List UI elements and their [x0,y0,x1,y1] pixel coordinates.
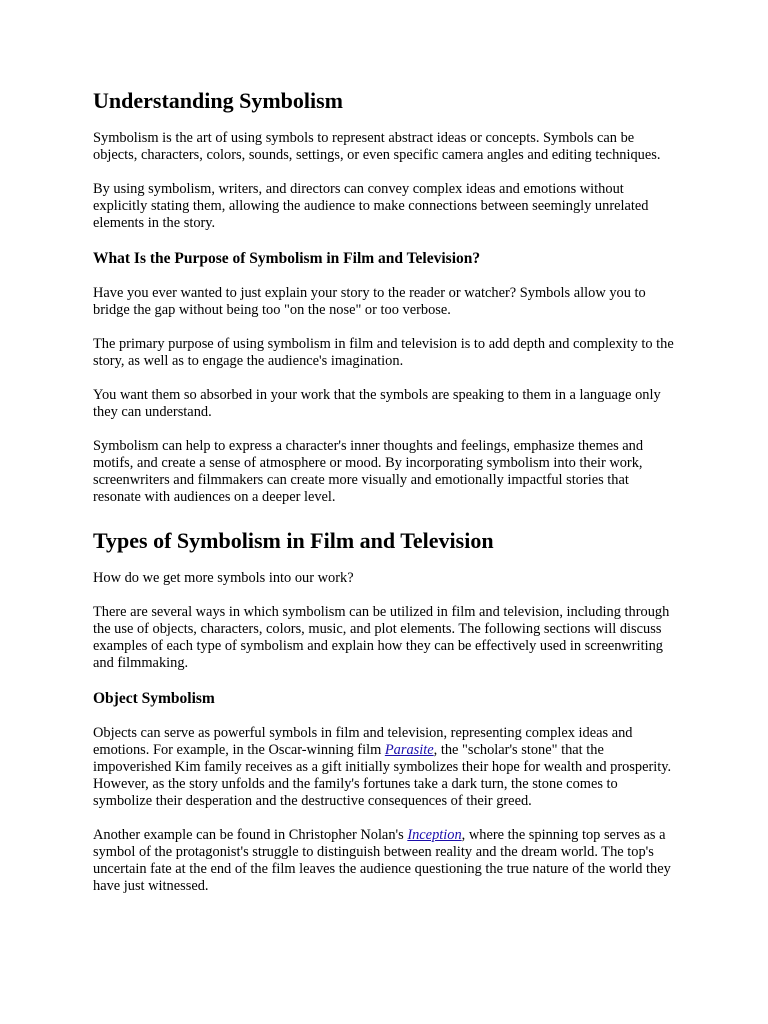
object-symbolism-heading: Object Symbolism [93,690,215,707]
object-paragraph-1-text-after: , the "scholar's stone" that the impoverished Kim family receives as a gift initially symbolizes their hope for wealth and prosperity. However, as the story unfolds and the family's fortunes take a dark turn, the stone comes to symbolize their desperation and the destructive consequences of their greed. [93,742,672,809]
types-paragraph-1: How do we get more symbols into our work? [93,570,354,586]
intro-paragraph-2: By using symbolism, writers, and directors can convey complex ideas and emotions without explicitly stating them, allowing the audience to make connections between seemingly unrelated elements in the story. [93,181,649,231]
purpose-heading: What Is the Purpose of Symbolism in Film and Television? [93,250,481,267]
parasite-link[interactable]: Parasite [384,742,434,758]
types-heading: Types of Symbolism in Film and Television [93,528,494,553]
types-paragraph-2: There are several ways in which symbolism can be utilized in film and television, including through the use of objects, characters, colors, music, and plot elements. The following sections will discuss examples of each type of symbolism and explain how they can be effectively used in screenwriting and filmmaking. [93,604,670,671]
purpose-paragraph-1: Have you ever wanted to just explain your story to the reader or watcher? Symbols allow you to bridge the gap without being too "on the nose" or too verbose. [93,285,646,318]
page-title: Understanding Symbolism [93,88,344,113]
object-paragraph-2 [93,827,676,895]
inception-link[interactable]: Inception [407,827,462,843]
intro-paragraph-1: Symbolism is the art of using symbols to represent abstract ideas or concepts. Symbols can be objects, characters, colors, sounds, settings, or even specific camera angles and editing techniques. [93,130,661,163]
purpose-paragraph-3: You want them so absorbed in your work that the symbols are speaking to them in a language only they can understand. [93,387,661,420]
object-paragraph-1 [93,725,676,810]
object-paragraph-2-text-after: , where the spinning top serves as a symbol of the protagonist's struggle to distinguish between reality and the dream world. The top's uncertain fate at the end of the film leaves the audience questioning the true nature of the world they have just witnessed. [93,827,671,894]
purpose-paragraph-4: Symbolism can help to express a character's inner thoughts and feelings, emphasize themes and motifs, and create a sense of atmosphere or mood. By incorporating symbolism into their work, screenwriters and filmmakers can create more visually and emotionally impactful stories that resonate with audiences on a deeper level. [93,438,644,505]
object-paragraph-2-text-before: Another example can be found in Christopher Nolan's [93,827,408,843]
object-paragraph-1-text-before: Objects can serve as powerful symbols in film and television, representing complex ideas and emotions. For example, in the Oscar-winning film [93,725,633,758]
purpose-paragraph-2: The primary purpose of using symbolism in film and television is to add depth and complexity to the story, as well as to engage the audience's imagination. [93,336,674,369]
